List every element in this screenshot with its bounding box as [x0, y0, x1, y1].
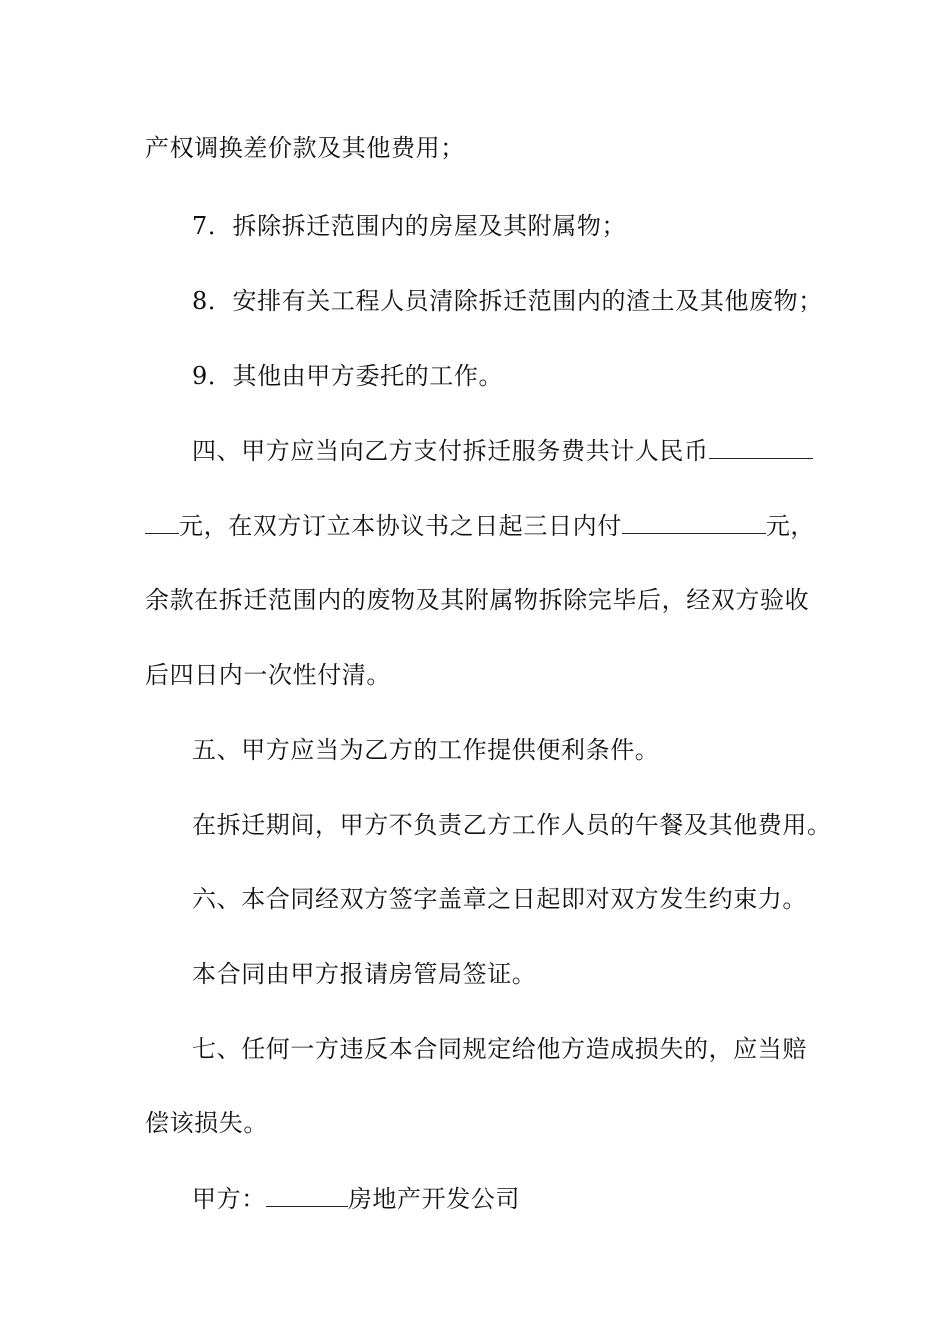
paragraph-line-1 [145, 132, 815, 164]
clause-item-8 [192, 285, 862, 317]
clause-4-line-3 [145, 584, 815, 616]
clause-item-7 [192, 210, 862, 242]
text: 8．安排有关工程人员清除拆迁范围内的渣土及其他废物； [192, 287, 823, 315]
party-a-label: 甲方： [192, 1185, 266, 1213]
text: 元，在双方订立本协议书之日起三日内付 [179, 512, 622, 540]
text: 五、甲方应当为乙方的工作提供便利条件。 [192, 736, 660, 764]
clause-7-line-1 [192, 1033, 862, 1065]
blank-amount-total-continued [145, 509, 179, 534]
text: 余款在拆迁范围内的废物及其附属物拆除完毕后，经双方验收 [145, 586, 810, 614]
blank-company-name [266, 1182, 348, 1207]
blank-amount-total [709, 434, 813, 459]
text: 后四日内一次性付清。 [145, 661, 391, 689]
text: 七、任何一方违反本合同规定给他方造成损失的，应当赔 [192, 1035, 807, 1063]
text: 7．拆除拆迁范围内的房屋及其附属物； [192, 212, 627, 240]
party-a-signature-line [192, 1182, 862, 1215]
clause-4-line-1 [192, 434, 862, 467]
text: 本合同由甲方报请房管局签证。 [192, 960, 537, 988]
text: 在拆迁期间，甲方不负责乙方工作人员的午餐及其他费用。 [192, 811, 832, 839]
text: 9．其他由甲方委托的工作。 [192, 362, 504, 390]
blank-amount-first-payment [622, 509, 766, 534]
text: 六、本合同经双方签字盖章之日起即对双方发生约束力。 [192, 885, 807, 913]
text: 偿该损失。 [145, 1109, 268, 1137]
clause-item-9 [192, 360, 862, 392]
text: 四、甲方应当向乙方支付拆迁服务费共计人民币 [192, 437, 709, 465]
text: 元， [765, 512, 816, 540]
clause-5-note [192, 809, 862, 841]
clause-6-note [192, 958, 862, 990]
clause-7-line-2 [145, 1107, 815, 1139]
company-suffix: 房地产开发公司 [347, 1185, 521, 1213]
clause-6 [192, 883, 862, 915]
clause-4-line-2 [145, 509, 815, 542]
clause-4-line-4 [145, 659, 815, 691]
text: 产权调换差价款及其他费用； [145, 134, 465, 162]
clause-5 [192, 734, 862, 766]
